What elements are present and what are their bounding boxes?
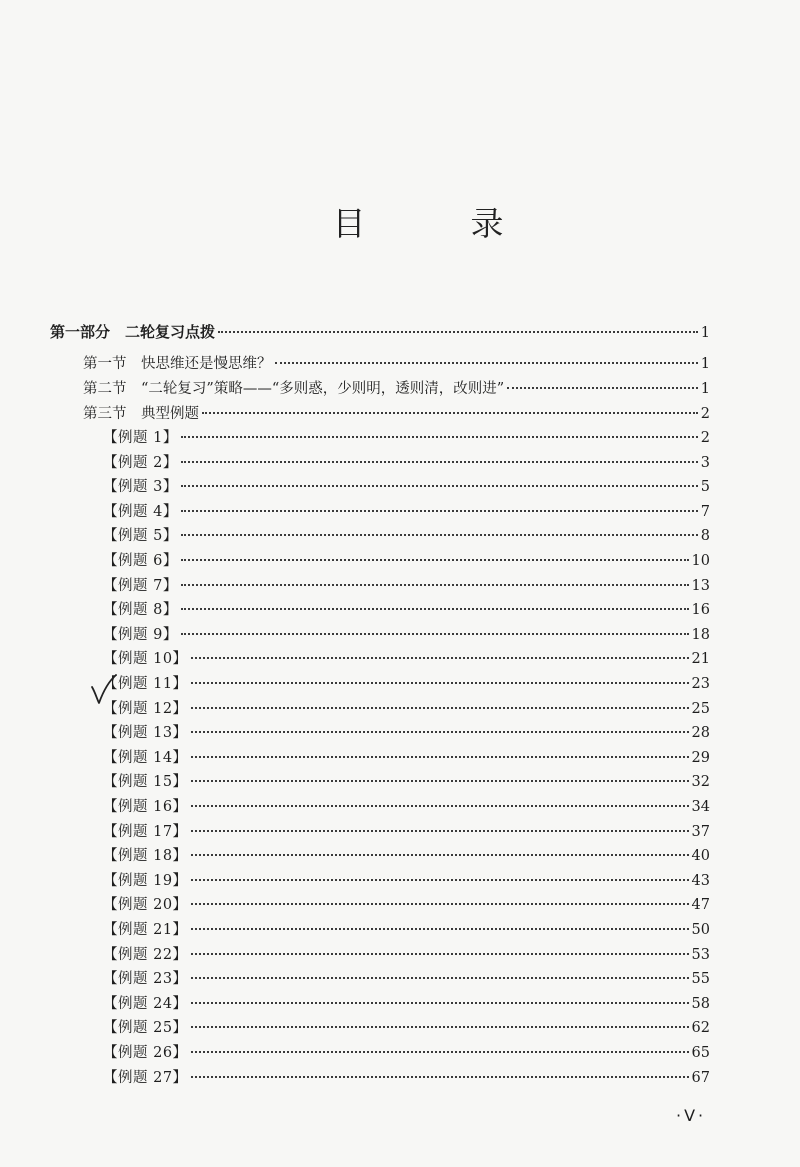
- dot-leader: [191, 780, 689, 782]
- toc-example-2-label: 【例题 2】: [103, 454, 178, 471]
- toc-example-21[interactable]: [103, 920, 710, 940]
- toc-example-22[interactable]: [103, 945, 710, 965]
- toc-example-12-page-number: 25: [691, 700, 710, 717]
- toc-example-24[interactable]: [103, 994, 710, 1014]
- toc-example-14-page-number: 29: [691, 749, 710, 766]
- toc-example-17[interactable]: [103, 822, 710, 842]
- toc-example-24-label: 【例题 24】: [103, 995, 188, 1012]
- dot-leader: [181, 510, 698, 512]
- toc-example-19-page-number: 43: [691, 872, 710, 889]
- toc-example-11[interactable]: [103, 674, 710, 694]
- toc-example-26-page-number: 65: [691, 1045, 710, 1061]
- toc-example-10-page-number: 21: [691, 651, 710, 668]
- toc-example-10-label: 【例题 10】: [103, 651, 188, 668]
- dot-leader: [181, 584, 689, 586]
- dot-leader: [191, 756, 689, 758]
- toc-example-5-label: 【例题 5】: [103, 528, 178, 545]
- toc-example-8-page-number: 16: [691, 602, 710, 619]
- toc-example-3[interactable]: [103, 477, 710, 497]
- dot-leader: [191, 657, 689, 659]
- toc-example-20-label: 【例题 20】: [103, 897, 188, 914]
- toc-example-23-page-number: 55: [691, 971, 710, 988]
- toc-example-9-label: 【例题 9】: [103, 626, 178, 643]
- toc-example-25[interactable]: [103, 1018, 710, 1038]
- page-number: ·V·: [676, 1106, 707, 1125]
- toc-example-12-label: 【例题 12】: [103, 700, 188, 717]
- toc-example-11-page-number: 23: [691, 676, 710, 692]
- toc-example-26[interactable]: [103, 1043, 710, 1063]
- toc-example-8[interactable]: [103, 600, 710, 620]
- dot-leader: [191, 928, 689, 930]
- toc-example-23-label: 【例题 23】: [103, 971, 188, 988]
- dot-leader: [181, 534, 698, 536]
- toc-section-3-label: 第三节 典型例题: [83, 406, 199, 422]
- toc-example-3-label: 【例题 3】: [103, 479, 178, 496]
- toc-example-27-label: 【例题 27】: [103, 1069, 188, 1086]
- toc-example-7-label: 【例题 7】: [103, 577, 178, 594]
- toc-example-15-label: 【例题 15】: [103, 774, 188, 791]
- toc-section-3[interactable]: [83, 404, 710, 424]
- toc-example-8-label: 【例题 8】: [103, 602, 178, 619]
- toc-example-18-page-number: 40: [691, 848, 710, 865]
- toc-example-14[interactable]: [103, 748, 710, 768]
- dot-leader: [507, 387, 698, 389]
- toc-example-18-label: 【例题 18】: [103, 848, 188, 865]
- dot-leader: [191, 830, 689, 832]
- dot-leader: [191, 854, 689, 856]
- toc-example-4-label: 【例题 4】: [103, 503, 178, 520]
- toc-example-7[interactable]: [103, 576, 710, 596]
- toc-example-15-page-number: 32: [691, 774, 710, 791]
- toc-example-24-page-number: 58: [691, 995, 710, 1012]
- toc-page-number: 1: [700, 325, 710, 341]
- dot-leader: [181, 461, 698, 463]
- toc-example-14-label: 【例题 14】: [103, 749, 188, 766]
- dot-leader: [181, 485, 698, 487]
- toc-example-4-page-number: 7: [700, 503, 710, 520]
- toc-example-13[interactable]: [103, 723, 710, 743]
- toc-example-5-page-number: 8: [700, 528, 710, 545]
- dot-leader: [191, 1026, 689, 1028]
- toc-example-19[interactable]: [103, 871, 710, 891]
- toc-example-26-label: 【例题 26】: [103, 1045, 188, 1061]
- toc-example-22-page-number: 53: [691, 946, 710, 963]
- dot-leader: [191, 707, 689, 709]
- toc-section-2[interactable]: [83, 379, 710, 399]
- dot-leader: [275, 362, 698, 364]
- toc-example-17-label: 【例题 17】: [103, 823, 188, 840]
- toc-example-5[interactable]: [103, 526, 710, 546]
- dot-leader: [181, 633, 689, 635]
- toc-example-6-label: 【例题 6】: [103, 553, 178, 569]
- toc-example-9-page-number: 18: [691, 626, 710, 643]
- handwritten-check-mark: [88, 672, 118, 706]
- toc-example-16[interactable]: [103, 797, 710, 817]
- toc-example-7-page-number: 13: [691, 577, 710, 594]
- page-title: 目 录: [332, 204, 540, 243]
- toc-example-25-label: 【例题 25】: [103, 1020, 188, 1037]
- toc-section-2-label: 第二节 “二轮复习”策略——“多则惑，少则明，透则清，改则进”: [83, 381, 505, 397]
- toc-example-19-label: 【例题 19】: [103, 872, 188, 889]
- toc-section-2-page-number: 1: [700, 381, 710, 397]
- toc-example-13-label: 【例题 13】: [103, 725, 188, 742]
- dot-leader: [191, 1002, 689, 1004]
- toc-example-2[interactable]: [103, 453, 710, 473]
- toc-section-3-page-number: 2: [700, 406, 710, 422]
- toc-part-label: 第一部分 二轮复习点拨: [50, 323, 216, 341]
- toc-section-1-label: 第一节 快思维还是慢思维？: [83, 356, 272, 372]
- toc-example-1-page-number: 2: [700, 430, 710, 446]
- dot-leader: [191, 682, 689, 684]
- toc-example-1[interactable]: [103, 428, 710, 448]
- dot-leader: [181, 559, 689, 561]
- dot-leader: [218, 331, 698, 333]
- toc-example-17-page-number: 37: [691, 823, 710, 840]
- toc-example-21-page-number: 50: [691, 922, 710, 938]
- dot-leader: [191, 731, 689, 733]
- toc-example-25-page-number: 62: [691, 1020, 710, 1037]
- toc-example-13-page-number: 28: [691, 725, 710, 742]
- toc-example-23[interactable]: [103, 969, 710, 989]
- toc-example-27-page-number: 67: [691, 1069, 710, 1086]
- toc-example-20[interactable]: [103, 895, 710, 915]
- toc-section-1-page-number: 1: [700, 356, 710, 372]
- toc-example-18[interactable]: [103, 846, 710, 866]
- dot-leader: [191, 977, 689, 979]
- toc-example-4[interactable]: [103, 502, 710, 522]
- toc-example-3-page-number: 5: [700, 479, 710, 496]
- dot-leader: [181, 436, 698, 438]
- dot-leader: [191, 1051, 689, 1053]
- toc-example-11-label: 【例题 11】: [103, 676, 188, 692]
- dot-leader: [181, 608, 689, 610]
- dot-leader: [191, 1076, 689, 1078]
- toc-example-6-page-number: 10: [691, 553, 710, 569]
- dot-leader: [191, 805, 689, 807]
- toc-section-1[interactable]: [83, 354, 710, 374]
- toc-example-10[interactable]: [103, 649, 710, 669]
- toc-example-15[interactable]: [103, 772, 710, 792]
- toc-example-16-page-number: 34: [691, 799, 710, 815]
- dot-leader: [191, 953, 689, 955]
- toc-example-2-page-number: 3: [700, 454, 710, 471]
- toc-example-6[interactable]: [103, 551, 710, 571]
- dot-leader: [191, 903, 689, 905]
- toc-example-27[interactable]: [103, 1068, 710, 1088]
- toc-example-9[interactable]: [103, 625, 710, 645]
- dot-leader: [202, 412, 698, 414]
- toc-example-1-label: 【例题 1】: [103, 430, 178, 446]
- dot-leader: [191, 879, 689, 881]
- toc-part-1[interactable]: [50, 322, 710, 342]
- toc-example-16-label: 【例题 16】: [103, 799, 188, 815]
- toc-example-21-label: 【例题 21】: [103, 922, 188, 938]
- toc-example-22-label: 【例题 22】: [103, 946, 188, 963]
- toc-example-20-page-number: 47: [691, 897, 710, 914]
- toc-example-12[interactable]: [103, 699, 710, 719]
